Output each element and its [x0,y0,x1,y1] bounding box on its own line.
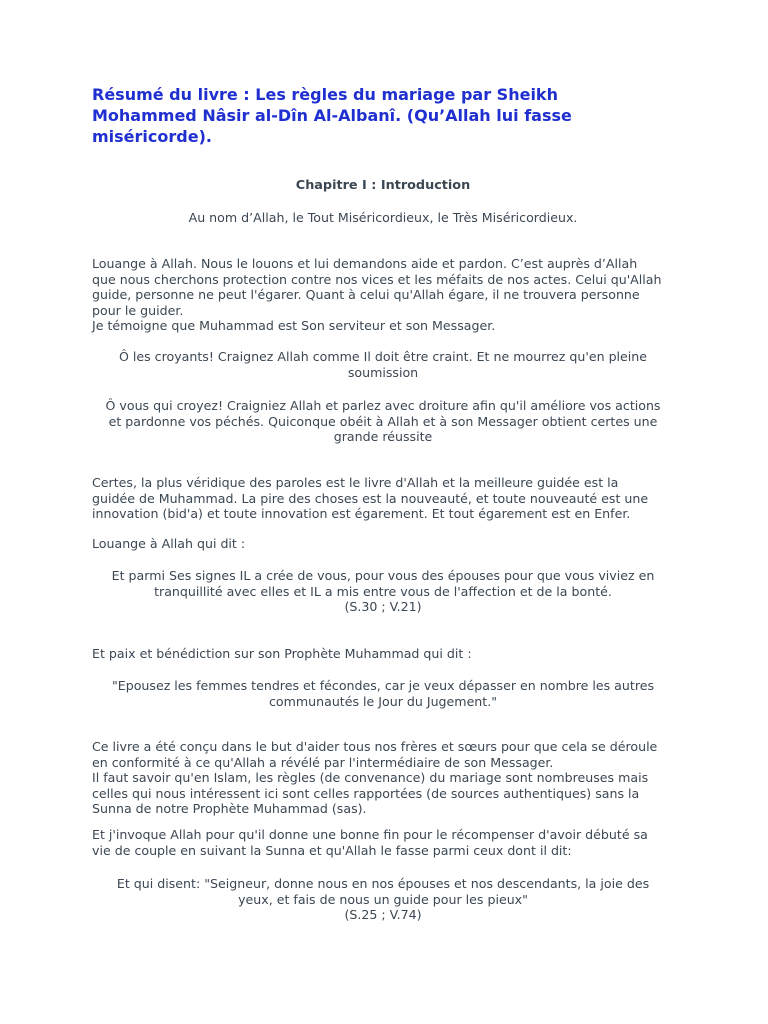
praise-says: Louange à Allah qui dit : [92,536,246,551]
truth-line-1: Certes, la plus véridique des paroles est le livre d'Allah et la meilleure guidée est la [92,475,619,490]
book-purpose-line-5: Sunna de notre Prophète Muhammad (sas). [92,801,367,816]
invocation-paragraph [92,827,682,858]
quote-believers-line-1: Ô les croyants! Craignez Allah comme Il doit être craint. Et ne mourrez qu'en pleine [118,349,648,364]
book-purpose-paragraph [92,739,682,817]
truth-line-3: innovation (bid'a) et toute innovation est égarement. Et tout égarement est en Enfer. [92,506,631,521]
truth-line-2: guidée de Muhammad. La pire des choses est la nouveauté, et toute nouveauté est une [92,490,649,506]
quote-marry-line-2: communautés le Jour du Jugement." [268,693,498,709]
quote-believers-line-2: soumission [347,364,419,380]
praise-line-4: pour le guider. [92,302,184,318]
book-purpose-line-3: Il faut savoir qu'en Islam, les règles (de convenance) du mariage sont nombreuses mais [92,770,649,785]
peace-prophet: Et paix et bénédiction sur son Prophète Muhammad qui dit : [92,646,472,661]
chapter-title: Chapitre I : Introduction [295,178,471,193]
praise-line-2: que nous cherchons protection contre nos vices et les méfaits de nos actes. Celui qu'Allah [92,271,662,287]
quote-marry-line-1: "Epousez les femmes tendres et fécondes, car je veux dépasser en nombre les autres [111,678,655,693]
quote-signs-line-2: tranquillité avec elles et IL a mis entre vous de l'affection et de la bonté. [154,583,612,599]
quote-lord-line-2: yeux, et fais de nous un guide pour les pieux" [238,891,528,907]
truth-paragraph [92,475,682,522]
quote-lord [92,876,674,923]
quote-speak [92,398,674,445]
basmala: Au nom d’Allah, le Tout Miséricordieux, le Très Miséricordieux. [188,210,578,225]
quote-speak-line-3: grande réussite [333,429,433,444]
quote-lord-line-1: Et qui disent: "Seigneur, donne nous en nos épouses et nos descendants, la joie des [116,876,650,891]
quote-signs-reference: (S.30 ; V.21) [344,599,422,614]
invocation-line-2: vie de couple en suivant la Sunna et qu'Allah le fasse parmi ceux dont il dit: [92,842,572,858]
quote-believers [92,349,674,380]
quote-lord-reference: (S.25 ; V.74) [344,907,422,922]
quote-signs-line-1: Et parmi Ses signes IL a crée de vous, pour vous des épouses pour que vous viviez en [111,568,655,583]
invocation-line-1: Et j'invoque Allah pour qu'il donne une bonne fin pour le récompenser d'avoir débuté sa [92,827,648,842]
quote-signs [92,568,674,615]
book-purpose-line-2: en conformité à ce qu'Allah a révélé par l'intermédiaire de son Messager. [92,754,554,770]
quote-speak-line-2: et pardonne vos péchés. Quiconque obéit à Allah et à son Messager obtient certes une [108,413,658,429]
book-purpose-line-4: celles qui nous intéressent ici sont celles rapportées (de sources authentiques) sans la [92,785,640,801]
book-purpose-line-1: Ce livre a été conçu dans le but d'aider tous nos frères et sœurs pour que cela se déroule [92,739,658,754]
document-title: Résumé du livre : Les règles du mariage par Sheikh Mohammed Nâsir al-Dîn Al-Albanî. (Qu’Allah lui fasse miséricorde). [92,85,572,146]
testimony-line: Je témoigne que Muhammad est Son serviteur et son Messager. [92,318,496,333]
praise-line-1: Louange à Allah. Nous le louons et lui demandons aide et pardon. C’est auprès d’Allah [92,256,638,271]
quote-marry [92,678,674,709]
praise-line-3: guide, personne ne peut l'égarer. Quant à celui qu'Allah égare, il ne trouvera personne [92,287,640,302]
quote-speak-line-1: Ô vous qui croyez! Craigniez Allah et parlez avec droiture afin qu'il améliore vos actions [105,398,661,413]
praise-paragraph [92,256,682,334]
